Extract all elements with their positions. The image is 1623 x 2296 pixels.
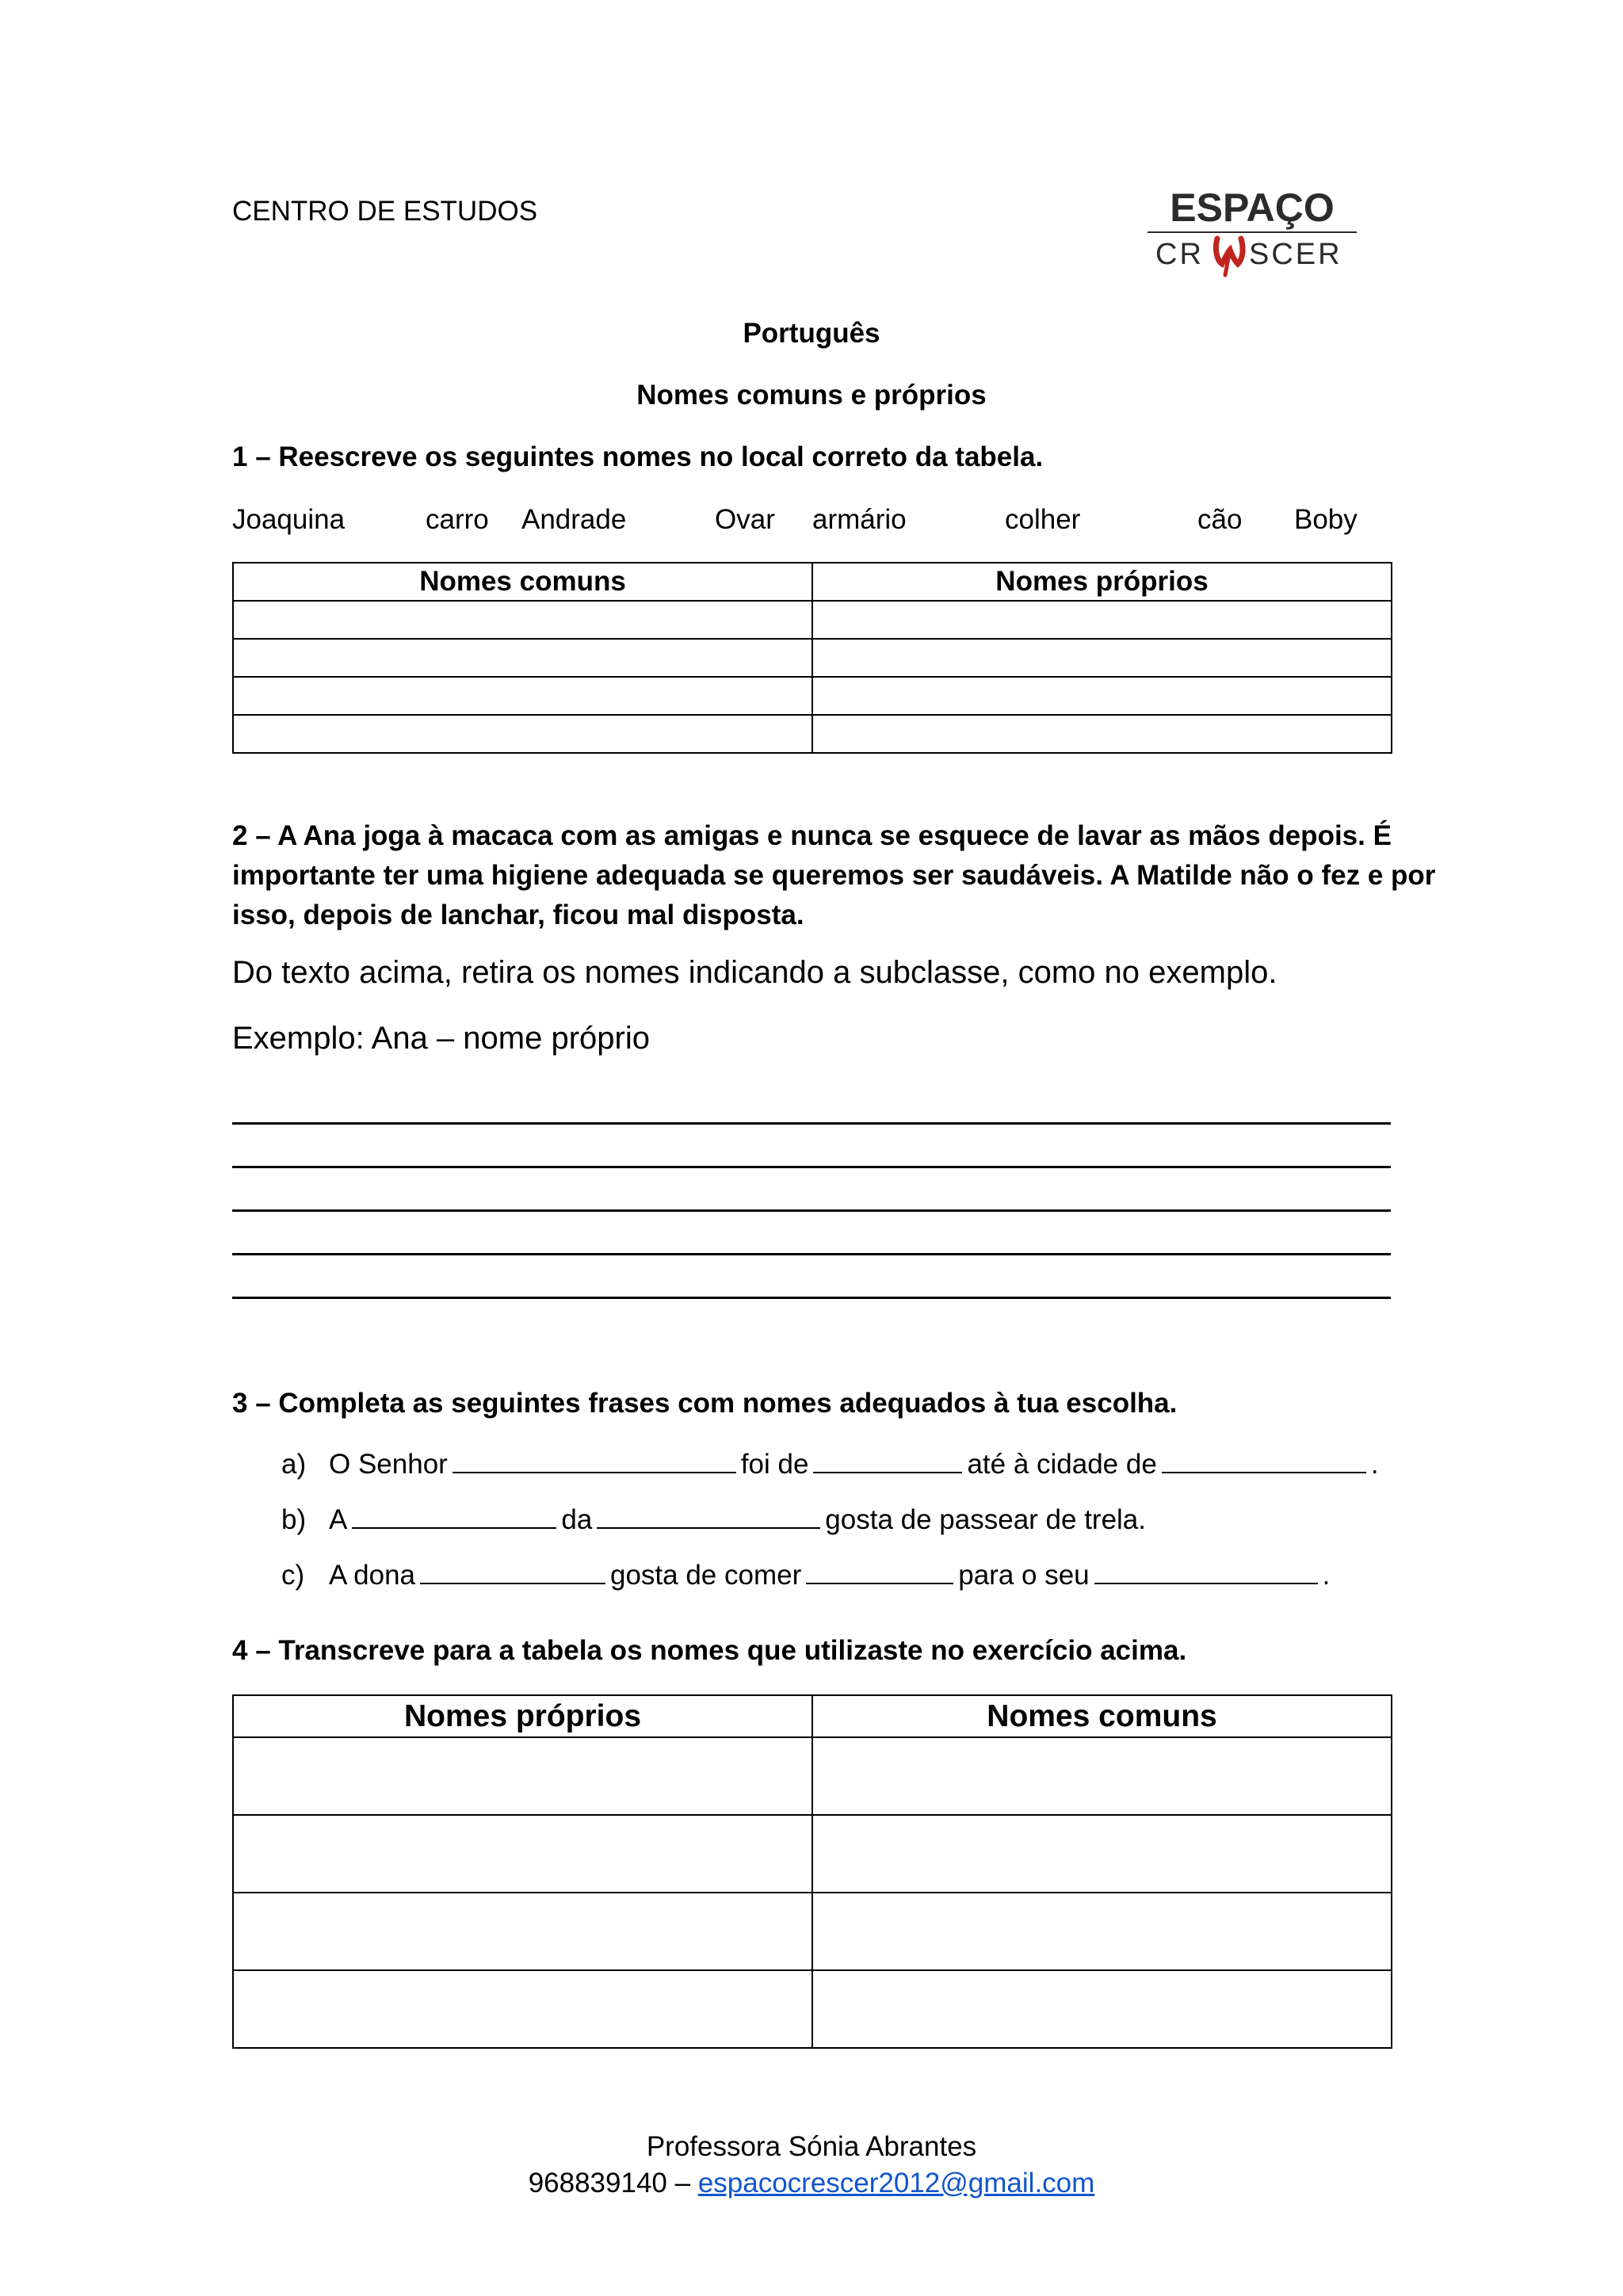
- footer-separator: –: [666, 2168, 698, 2199]
- ex4-cell[interactable]: [233, 1970, 812, 2048]
- ex4-cell[interactable]: [812, 1737, 1392, 1815]
- ex1-cell[interactable]: [812, 639, 1392, 677]
- sentence-text: gosta de passear de trela.: [825, 1504, 1147, 1535]
- sentence-text: gosta de comer: [610, 1560, 802, 1591]
- espaco-crescer-logo: [1141, 186, 1363, 277]
- logo-line1: ESPAÇO: [1170, 186, 1335, 230]
- ex4-col-header-common: Nomes comuns: [812, 1695, 1392, 1737]
- sentence-text: até à cidade de: [967, 1449, 1157, 1480]
- logo-line2-right: SCER: [1249, 238, 1342, 271]
- ex1-cell[interactable]: [233, 677, 812, 715]
- ex1-cell[interactable]: [233, 601, 812, 639]
- ex4-prompt: 4 – Transcreve para a tabela os nomes que utilizaste no exercício acima.: [232, 1635, 1187, 1666]
- blank-field[interactable]: [453, 1448, 736, 1473]
- subject-title: Português: [743, 318, 880, 349]
- word: Boby: [1294, 504, 1358, 535]
- ex4-cell[interactable]: [233, 1737, 812, 1815]
- sentence-text: A: [329, 1504, 348, 1535]
- ex4-col-header-proper: Nomes próprios: [233, 1695, 812, 1737]
- ex1-prompt: 1 – Reescreve os seguintes nomes no local correto da tabela.: [232, 441, 1044, 472]
- sentence-text: para o seu: [958, 1560, 1090, 1591]
- answer-line[interactable]: [232, 1297, 1391, 1299]
- word: armário: [812, 504, 907, 535]
- center-label: CENTRO DE ESTUDOS: [232, 196, 538, 227]
- ex1-cell[interactable]: [812, 715, 1392, 753]
- sentence-text: A dona: [329, 1560, 415, 1591]
- blank-field[interactable]: [597, 1503, 820, 1529]
- sentence-text: da: [561, 1504, 593, 1535]
- word: carro: [426, 504, 489, 535]
- ex1-cell[interactable]: [812, 677, 1392, 715]
- word: colher: [1005, 504, 1081, 535]
- answer-line[interactable]: [232, 1122, 1391, 1125]
- footer-contact: [0, 2168, 1623, 2199]
- ex1-cell[interactable]: [233, 639, 812, 677]
- ex2-passage-line: isso, depois de lanchar, ficou mal disposta.: [232, 900, 804, 930]
- blank-field[interactable]: [806, 1559, 953, 1584]
- ex3-prompt: 3 – Completa as seguintes frases com nomes adequados à tua escolha.: [232, 1388, 1178, 1419]
- sentence-text: .: [1322, 1560, 1331, 1591]
- sentence-text: .: [1370, 1449, 1379, 1480]
- blank-field[interactable]: [352, 1503, 556, 1529]
- ex2-instruction: Do texto acima, retira os nomes indicando a subclasse, como no exemplo.: [232, 955, 1277, 990]
- sentence-a: [281, 1448, 1379, 1480]
- sentence-text: foi de: [740, 1449, 809, 1480]
- sentence-text: O Senhor: [329, 1449, 448, 1480]
- ex2-passage-line: 2 – A Ana joga à macaca com as amigas e nunca se esquece de lavar as mãos depois. É: [232, 820, 1392, 851]
- ex4-cell[interactable]: [233, 1893, 812, 1970]
- blank-field[interactable]: [1162, 1448, 1366, 1473]
- word-bank: [0, 504, 1623, 540]
- ex4-cell[interactable]: [812, 1893, 1392, 1970]
- sentence-label: a): [281, 1449, 307, 1480]
- sentence-label: b): [281, 1504, 307, 1535]
- ex4-cell[interactable]: [233, 1815, 812, 1893]
- sentence-label: c): [281, 1560, 305, 1591]
- logo-line2-left: CR: [1155, 238, 1204, 271]
- topic-title: Nomes comuns e próprios: [636, 380, 987, 411]
- footer-phone: 968839140: [528, 2168, 667, 2199]
- ex4-cell[interactable]: [812, 1815, 1392, 1893]
- ex1-cell[interactable]: [233, 715, 812, 753]
- blank-field[interactable]: [813, 1448, 962, 1473]
- ex1-table: [232, 562, 1392, 754]
- ex1-col-header-proper: Nomes próprios: [812, 563, 1392, 601]
- footer-email-link[interactable]: espacocrescer2012@gmail.com: [697, 2168, 1095, 2199]
- footer-teacher: Professora Sónia Abrantes: [646, 2131, 977, 2162]
- ex2-passage: [232, 816, 1435, 935]
- word: Andrade: [521, 504, 627, 535]
- ex2-example: Exemplo: Ana – nome próprio: [232, 1021, 650, 1056]
- blank-field[interactable]: [420, 1559, 605, 1584]
- ex4-cell[interactable]: [812, 1970, 1392, 2048]
- answer-line[interactable]: [232, 1166, 1391, 1168]
- ex4-table: [232, 1694, 1392, 2049]
- word: Ovar: [715, 504, 775, 535]
- answer-line[interactable]: [232, 1209, 1391, 1212]
- ex1-cell[interactable]: [812, 601, 1392, 639]
- ex2-passage-line: importante ter uma higiene adequada se queremos ser saudáveis. A Matilde não o fez e por: [232, 860, 1436, 891]
- sentence-c: [281, 1559, 1330, 1591]
- ex1-col-header-common: Nomes comuns: [233, 563, 812, 601]
- sentence-b: [281, 1503, 1146, 1536]
- word: Joaquina: [232, 504, 346, 535]
- blank-field[interactable]: [1094, 1559, 1318, 1584]
- word: cão: [1197, 504, 1243, 535]
- answer-line[interactable]: [232, 1253, 1391, 1255]
